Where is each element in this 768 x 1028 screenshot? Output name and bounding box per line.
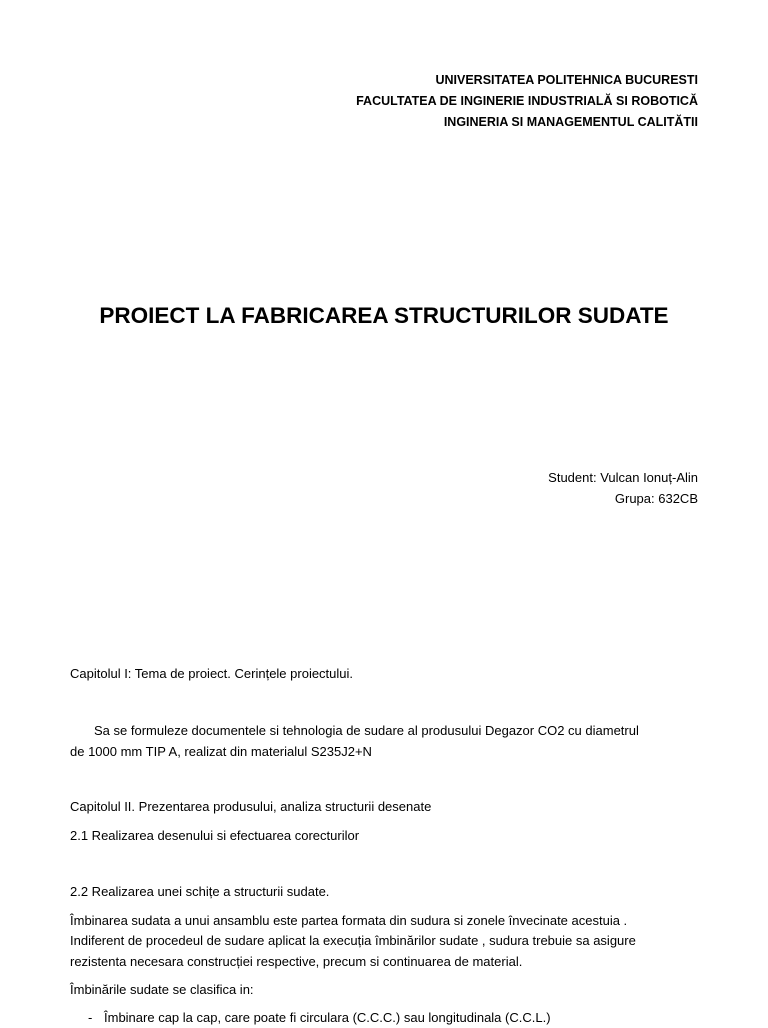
paragraph-line-3: rezistenta necesara construcției respective, precum si continuarea de material.	[70, 954, 523, 969]
chapter-1-heading: Capitolul I: Tema de proiect. Cerințele proiectului.	[70, 666, 354, 681]
department-name: INGINERIA SI MANAGEMENTUL CALITĂTII	[443, 115, 698, 129]
faculty-name: FACULTATEA DE INGINERIE INDUSTRIALĂ SI ROBOTICĂ	[356, 94, 698, 108]
list-item-text: Îmbinare cap la cap, care poate fi circulara (C.C.C.) sau longitudinala (C.C.L.)	[104, 1010, 551, 1025]
chapter-2-heading: Capitolul II. Prezentarea produsului, analiza structurii desenate	[70, 799, 432, 814]
student-name: Student: Vulcan Ionuț-Alin	[548, 470, 698, 485]
section-2-2-heading: 2.2 Realizarea unei schițe a structurii sudate.	[70, 884, 330, 899]
chapter-1-text-line-1: Sa se formuleze documentele si tehnologia de sudare al produsului Degazor CO2 cu diametrul	[94, 723, 639, 738]
classification-heading: Îmbinările sudate se clasifica in:	[70, 982, 254, 997]
bullet-dash: -	[88, 1010, 93, 1025]
list-item	[88, 1007, 551, 1028]
student-group: Grupa: 632CB	[614, 491, 698, 506]
institution-header	[356, 70, 698, 133]
student-info	[548, 467, 698, 509]
paragraph-line-1: Îmbinarea sudata a unui ansamblu este partea formata din sudura si zonele învecinate acestuia .	[70, 913, 628, 928]
university-name: UNIVERSITATEA POLITEHNICA BUCURESTI	[435, 73, 698, 87]
document-title: PROIECT LA FABRICAREA STRUCTURILOR SUDATE	[99, 303, 669, 328]
paragraph-line-2: Indiferent de procedeul de sudare aplicat la execuția îmbinărilor sudate , sudura trebuie sa asigure	[70, 933, 636, 948]
chapter-1-text-line-2: de 1000 mm TIP A, realizat din materialul S235J2+N	[70, 744, 372, 759]
section-2-1-heading: 2.1 Realizarea desenului si efectuarea corecturilor	[70, 828, 360, 843]
